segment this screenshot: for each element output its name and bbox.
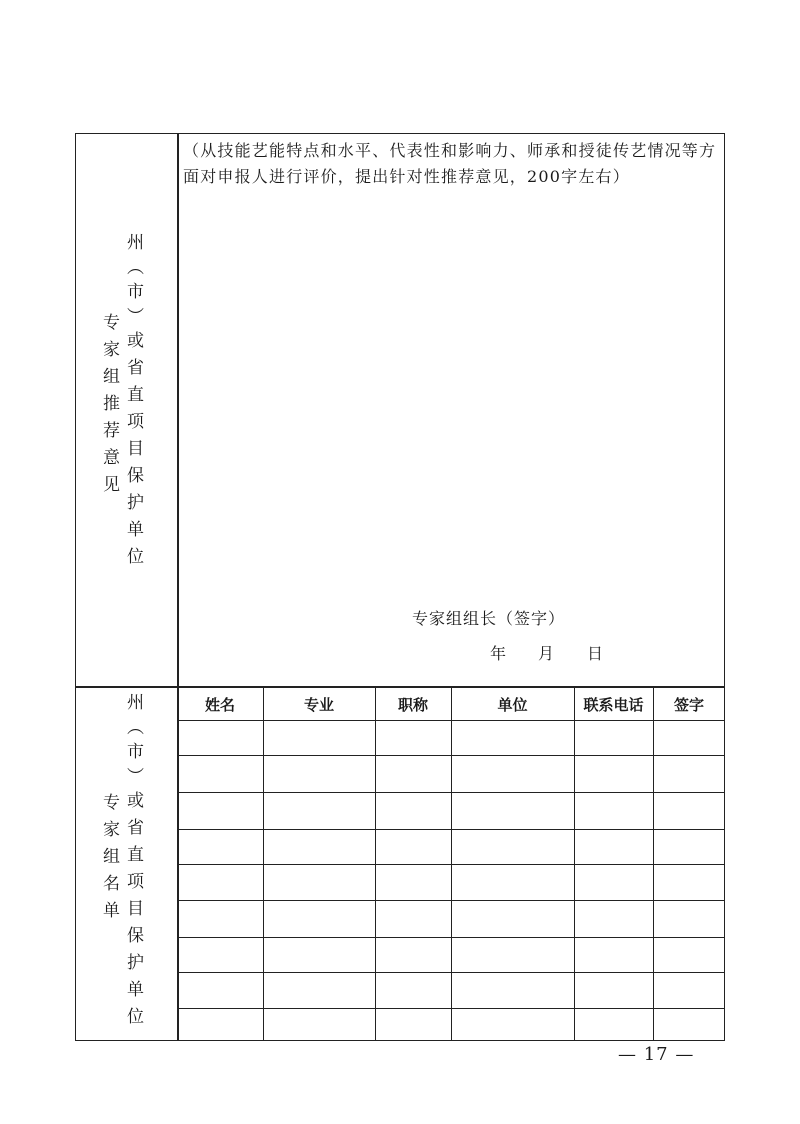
section1-label-outer: [103, 310, 120, 499]
vertical-label-char: 省: [127, 818, 144, 838]
vertical-label-char: 或: [127, 331, 144, 351]
vertical-label-char: 市: [127, 282, 144, 302]
vertical-label-char: 推: [103, 394, 120, 414]
vertical-label-char: 家: [103, 820, 120, 840]
table-cell[interactable]: [576, 794, 651, 827]
table-column-line: [451, 688, 452, 1041]
vertical-label-char: 组: [103, 847, 120, 867]
column-header: 联系电话: [583, 695, 644, 714]
page-number: — 17 —: [618, 1044, 695, 1065]
recommendation-text-area[interactable]: [180, 195, 723, 595]
table-cell[interactable]: [655, 794, 723, 827]
vertical-label-char: 项: [127, 412, 144, 432]
vertical-label-char: 市: [127, 742, 144, 762]
table-cell[interactable]: [655, 831, 723, 862]
table-cell[interactable]: [453, 794, 572, 827]
vertical-label-char: 位: [127, 547, 144, 567]
vertical-label-char: 家: [103, 340, 120, 360]
table-cell[interactable]: [377, 757, 449, 790]
table-cell[interactable]: [265, 902, 373, 935]
date-year-label: 年: [490, 644, 507, 663]
table-cell[interactable]: [453, 1010, 572, 1039]
vertical-label-char: 州: [127, 693, 144, 713]
recommendation-instruction: （从技能艺能特点和水平、代表性和影响力、师承和授徒传艺情况等方面对申报人进行评价，提出针对性推荐意见，200字左右）: [183, 141, 717, 186]
vertical-label-char: 直: [127, 385, 144, 405]
table-cell[interactable]: [179, 757, 261, 790]
table-cell[interactable]: [655, 1010, 723, 1039]
vertical-label-char: 荐: [103, 421, 120, 441]
vertical-label-char: 护: [127, 493, 144, 513]
table-cell[interactable]: [265, 794, 373, 827]
table-cell[interactable]: [265, 974, 373, 1006]
vertical-label-char: 项: [127, 872, 144, 892]
table-column-line: [653, 688, 654, 1041]
table-cell[interactable]: [265, 757, 373, 790]
vertical-label-char: 见: [103, 475, 120, 495]
column-header: 单位: [497, 695, 528, 714]
table-cell[interactable]: [377, 974, 449, 1006]
leader-signature-label: 专家组组长（签字）: [412, 609, 566, 628]
table-cell[interactable]: [179, 902, 261, 935]
vertical-label-char: 组: [103, 367, 120, 387]
table-cell[interactable]: [576, 902, 651, 935]
vertical-label-char: 专: [103, 313, 120, 333]
column-header: 职称: [397, 695, 428, 714]
table-cell[interactable]: [179, 1010, 261, 1039]
table-cell[interactable]: [576, 722, 651, 753]
vertical-label-char: 省: [127, 358, 144, 378]
vertical-label-char: 目: [127, 439, 144, 459]
column-header: 签字: [673, 695, 704, 714]
date-month-label: 月: [538, 644, 555, 663]
section2-label-outer: [103, 790, 120, 925]
table-cell[interactable]: [655, 974, 723, 1006]
table-column-line: [375, 688, 376, 1041]
table-cell[interactable]: [179, 974, 261, 1006]
column-header: 专业: [303, 695, 334, 714]
table-cell[interactable]: [655, 722, 723, 753]
table-cell[interactable]: [265, 831, 373, 862]
vertical-label-char: 护: [127, 953, 144, 973]
table-column-line: [263, 688, 264, 1041]
table-cell[interactable]: [576, 1010, 651, 1039]
table-cell[interactable]: [265, 866, 373, 898]
table-cell[interactable]: [377, 831, 449, 862]
column-header: 姓名: [204, 695, 235, 714]
table-cell[interactable]: [453, 757, 572, 790]
vertical-label-char: 直: [127, 845, 144, 865]
table-cell[interactable]: [655, 757, 723, 790]
vertical-label-char: 或: [127, 791, 144, 811]
table-cell[interactable]: [179, 722, 261, 753]
table-cell[interactable]: [377, 902, 449, 935]
table-cell[interactable]: [655, 939, 723, 970]
table-cell[interactable]: [265, 722, 373, 753]
table-cell[interactable]: [453, 722, 572, 753]
table-cell[interactable]: [179, 866, 261, 898]
vertical-label-char: ︶: [127, 307, 144, 327]
table-cell[interactable]: [576, 831, 651, 862]
table-cell[interactable]: [655, 866, 723, 898]
vertical-label-char: 保: [127, 466, 144, 486]
vertical-label-char: 单: [103, 901, 120, 921]
table-cell[interactable]: [655, 902, 723, 935]
table-cell[interactable]: [377, 1010, 449, 1039]
table-cell[interactable]: [265, 1010, 373, 1039]
vertical-label-char: 专: [103, 793, 120, 813]
table-cell[interactable]: [179, 939, 261, 970]
vertical-label-char: 位: [127, 1007, 144, 1027]
table-column-line: [574, 688, 575, 1041]
vertical-label-char: 意: [103, 448, 120, 468]
table-cell[interactable]: [377, 866, 449, 898]
date-day-label: 日: [587, 644, 604, 663]
vertical-label-char: ︵: [127, 258, 144, 278]
table-cell[interactable]: [453, 866, 572, 898]
table-cell[interactable]: [576, 939, 651, 970]
section1-label-inner: [127, 230, 144, 571]
table-cell[interactable]: [576, 974, 651, 1006]
table-cell[interactable]: [377, 794, 449, 827]
table-cell[interactable]: [179, 794, 261, 827]
vertical-label-char: 名: [103, 874, 120, 894]
vertical-label-char: 单: [127, 520, 144, 540]
table-cell[interactable]: [179, 831, 261, 862]
table-cell[interactable]: [453, 939, 572, 970]
section2-label-inner: [127, 690, 144, 1031]
table-cell[interactable]: [453, 831, 572, 862]
table-cell[interactable]: [576, 866, 651, 898]
table-cell[interactable]: [453, 974, 572, 1006]
table-cell[interactable]: [453, 902, 572, 935]
table-cell[interactable]: [377, 722, 449, 753]
vertical-label-char: ︵: [127, 718, 144, 738]
table-cell[interactable]: [265, 939, 373, 970]
vertical-label-char: 单: [127, 980, 144, 1000]
vertical-label-char: ︶: [127, 767, 144, 787]
vertical-label-char: 州: [127, 233, 144, 253]
table-cell[interactable]: [576, 757, 651, 790]
vertical-label-char: 保: [127, 926, 144, 946]
vertical-label-char: 目: [127, 899, 144, 919]
table-cell[interactable]: [377, 939, 449, 970]
